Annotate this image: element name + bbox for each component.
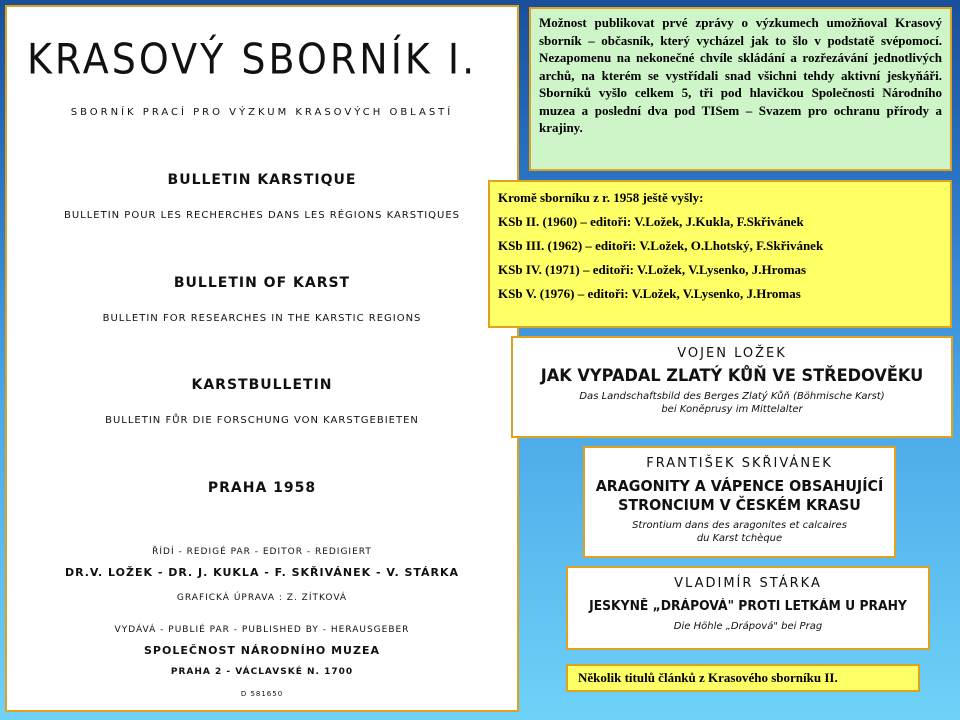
cover-title: KRASOVÝ SBORNÍK I. bbox=[27, 34, 478, 84]
cover-place-year: PRAHA 1958 bbox=[207, 480, 317, 496]
cover-scan bbox=[5, 5, 519, 712]
volumes-note bbox=[488, 180, 952, 328]
article-subtitle: Die Höhle „Drápová" bei Prag bbox=[673, 621, 823, 632]
article-subtitle: Strontium dans des aragonites et calcaires bbox=[632, 520, 847, 531]
article-title-skrivanek bbox=[583, 446, 896, 558]
cover-heading-en: BULLETIN OF KARST bbox=[173, 275, 351, 291]
volume-item: KSb II. (1960) – editoři: V.Ložek, J.Kukla, F.Skřivánek bbox=[498, 214, 804, 229]
article-subtitle: bei Koněprusy im Mittelalter bbox=[661, 404, 803, 415]
cover-publisher: SPOLEČNOST NÁRODNÍHO MUZEA bbox=[144, 644, 380, 657]
cover-publisher-label: VYDÁVÁ - PUBLIÉ PAR - PUBLISHED BY - HERAUSGEBER bbox=[114, 625, 410, 635]
article-title-lozek bbox=[511, 336, 953, 438]
volume-item: KSb IV. (1971) – editoři: V.Ložek, V.Lysenko, J.Hromas bbox=[498, 262, 807, 277]
article-title: JAK VYPADAL ZLATÝ KŮŇ VE STŘEDOVĚKU bbox=[540, 366, 924, 386]
articles-caption bbox=[566, 664, 920, 692]
article-subtitle: Das Landschaftsbild des Berges Zlatý Kůň (Böhmische Karst) bbox=[579, 391, 885, 402]
history-note bbox=[529, 7, 952, 171]
cover-heading-fr: BULLETIN KARSTIQUE bbox=[167, 172, 357, 188]
article-title: ARAGONITY A VÁPENCE OBSAHUJÍCÍ bbox=[595, 477, 884, 495]
cover-sub-en: BULLETIN FOR RESEARCHES IN THE KARSTIC REGIONS bbox=[102, 313, 422, 324]
volumes-intro: Kromě sborníku z r. 1958 ještě vyšly: bbox=[498, 190, 704, 205]
cover-subtitle: SBORNÍK PRACÍ PRO VÝZKUM KRASOVÝCH OBLASTÍ bbox=[70, 107, 454, 118]
volume-item: KSb III. (1962) – editoři: V.Ložek, O.Lhotský, F.Skřivánek bbox=[498, 238, 824, 253]
cover-code: D 581650 bbox=[240, 690, 284, 698]
cover-editors-label: ŘÍDÍ - REDIGÉ PAR - EDITOR - REDIGIERT bbox=[152, 547, 372, 557]
cover-graphics: GRAFICKÁ ÚPRAVA : Z. ZÍTKOVÁ bbox=[176, 593, 348, 603]
article-title: STRONCIUM V ČESKÉM KRASU bbox=[618, 496, 861, 514]
cover-sub-fr: BULLETIN POUR LES RECHERCHES DANS LES RÉGIONS KARSTIQUES bbox=[63, 210, 461, 221]
article-subtitle: du Karst tchèque bbox=[696, 533, 783, 544]
article-author: VOJEN LOŽEK bbox=[677, 346, 787, 361]
article-title: JESKYNĚ „DRÁPOVÁ" PROTI LETKÁM U PRAHY bbox=[589, 599, 907, 614]
articles-caption-text: Několik titulů článků z Krasového sborníku II. bbox=[578, 670, 838, 685]
history-note-text: Možnost publikovat prvé zprávy o výzkumech umožňoval Krasový sborník – občasník, který vycházel jak to šlo v podstatě svépomocí. Nezapomenu na nekonečné chvíle skládání a rozřezávání jednotlivých archů, na kterém se vystřídali snad všichni tehdy aktivní jeskyňáři. Sborníků vyšlo celkem 5, tři pod hlavičkou Společnosti Národního muzea a poslední dva pod TISem – Svazem pro ochranu přírody a krajiny. bbox=[539, 15, 942, 135]
volume-item: KSb V. (1976) – editoři: V.Ložek, V.Lysenko, J.Hromas bbox=[498, 286, 801, 301]
article-author: VLADIMÍR STÁRKA bbox=[674, 576, 822, 591]
cover-editors: DR.V. LOŽEK - DR. J. KUKLA - F. SKŘIVÁNEK - V. STÁRKA bbox=[64, 566, 460, 579]
article-author: FRANTIŠEK SKŘIVÁNEK bbox=[646, 456, 833, 471]
article-title-starka bbox=[566, 566, 930, 650]
cover-heading-de: KARSTBULLETIN bbox=[191, 377, 333, 393]
cover-address: PRAHA 2 - VÁCLAVSKÉ N. 1700 bbox=[170, 667, 354, 677]
cover-sub-de: BULLETIN FŮR DIE FORSCHUNG VON KARSTGEBIETEN bbox=[105, 415, 419, 426]
